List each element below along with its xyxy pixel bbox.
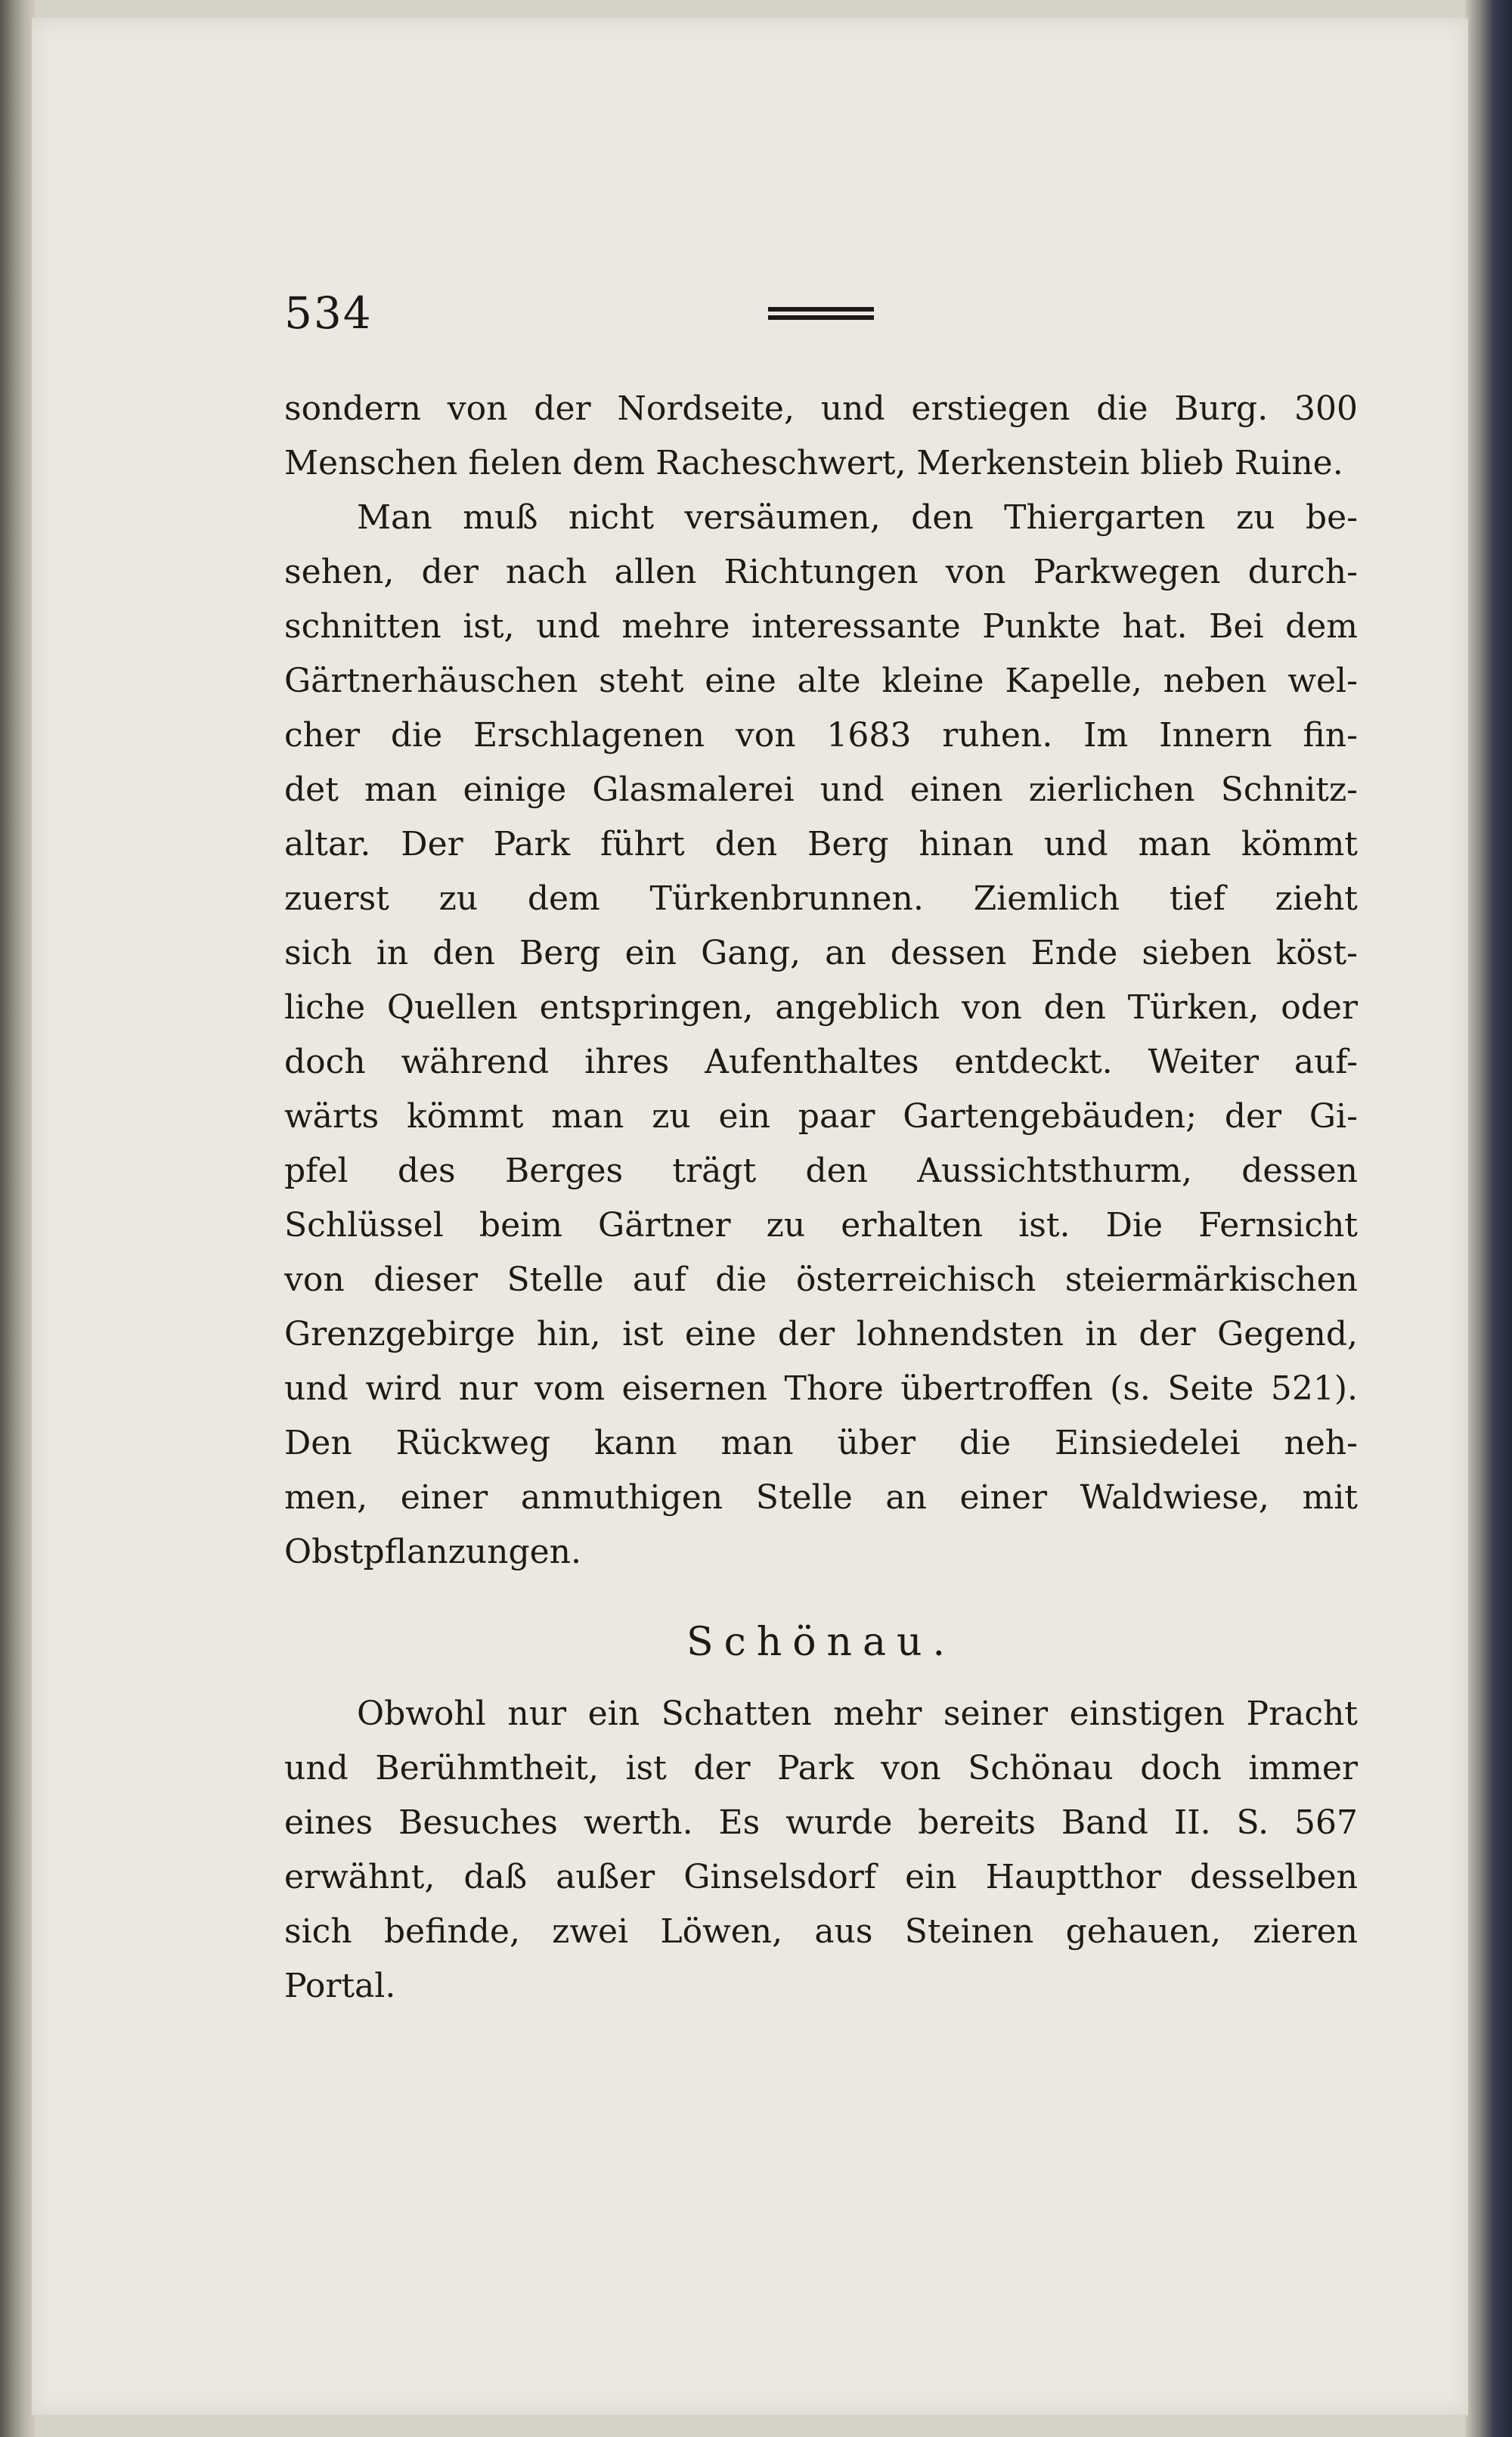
text-line: Man muß nicht versäumen, den Thiergarten zu be-	[357, 498, 1358, 537]
text-line: Obwohl nur ein Schatten mehr seiner einstigen Pracht	[357, 1694, 1358, 1733]
book-binding-left	[0, 0, 35, 2437]
text-line: Schlüssel beim Gärtner zu erhalten ist. Die Fernsicht	[284, 1206, 1358, 1245]
text-line: altar. Der Park führt den Berg hinan und man kömmt	[284, 825, 1358, 863]
text-line: doch während ihres Aufenthaltes entdeckt. Weiter auf-	[284, 1043, 1358, 1081]
text-line: sich in den Berg ein Gang, an dessen Ende sieben köst-	[284, 934, 1358, 972]
text-line: erwähnt, daß außer Ginselsdorf ein Hauptthor desselben	[284, 1858, 1358, 1896]
paragraph-merkenstein-end	[284, 382, 1358, 491]
page-number: 534	[284, 287, 373, 339]
text-line: men, einer anmuthigen Stelle an einer Waldwiese, mit	[284, 1478, 1358, 1517]
paragraph-thiergarten	[284, 491, 1358, 1580]
paragraph-schoenau	[284, 1687, 1358, 2014]
text-line: Portal.	[284, 1967, 396, 2005]
section-heading: Schönau.	[686, 1620, 956, 1665]
text-line: Menschen fielen dem Racheschwert, Merkenstein blieb Ruine.	[284, 444, 1343, 482]
text-line: sich befinde, zwei Löwen, aus Steinen gehauen, zieren	[284, 1912, 1358, 1951]
header-ornament-rule	[768, 307, 874, 324]
text-line: und Berühmtheit, ist der Park von Schönau doch immer	[284, 1749, 1358, 1787]
text-line: Gärtnerhäuschen steht eine alte kleine Kapelle, neben wel-	[284, 662, 1358, 700]
text-line: eines Besuches werth. Es wurde bereits Band II. S. 567	[284, 1803, 1358, 1842]
text-line: sehen, der nach allen Richtungen von Parkwegen durch-	[284, 553, 1358, 591]
text-line: und wird nur vom eisernen Thore übertroffen (s. Seite 521).	[284, 1369, 1358, 1408]
text-line: pfel des Berges trägt den Aussichtsthurm, dessen	[284, 1152, 1358, 1190]
text-line: Grenzgebirge hin, ist eine der lohnendsten in der Gegend,	[284, 1315, 1358, 1353]
page-body	[284, 382, 1358, 2014]
book-cover-edge-right	[1465, 0, 1512, 2437]
text-line: det man einige Glasmalerei und einen zierlichen Schnitz-	[284, 770, 1358, 809]
text-line: schnitten ist, und mehre interessante Punkte hat. Bei dem	[284, 607, 1358, 646]
text-line: Obstpflanzungen.	[284, 1533, 581, 1571]
text-line: liche Quellen entspringen, angeblich von den Türken, oder	[284, 988, 1358, 1027]
text-line: zuerst zu dem Türkenbrunnen. Ziemlich tief zieht	[284, 879, 1358, 918]
text-line: wärts kömmt man zu ein paar Gartengebäuden; der Gi-	[284, 1097, 1358, 1136]
text-line: von dieser Stelle auf die österreichisch steiermärkischen	[284, 1260, 1358, 1299]
text-line: sondern von der Nordseite, und erstiegen die Burg. 300	[284, 389, 1358, 428]
text-line: cher die Erschlagenen von 1683 ruhen. Im Innern fin-	[284, 716, 1358, 755]
text-line: Den Rückweg kann man über die Einsiedelei neh-	[284, 1424, 1358, 1462]
page-header	[284, 287, 1365, 355]
